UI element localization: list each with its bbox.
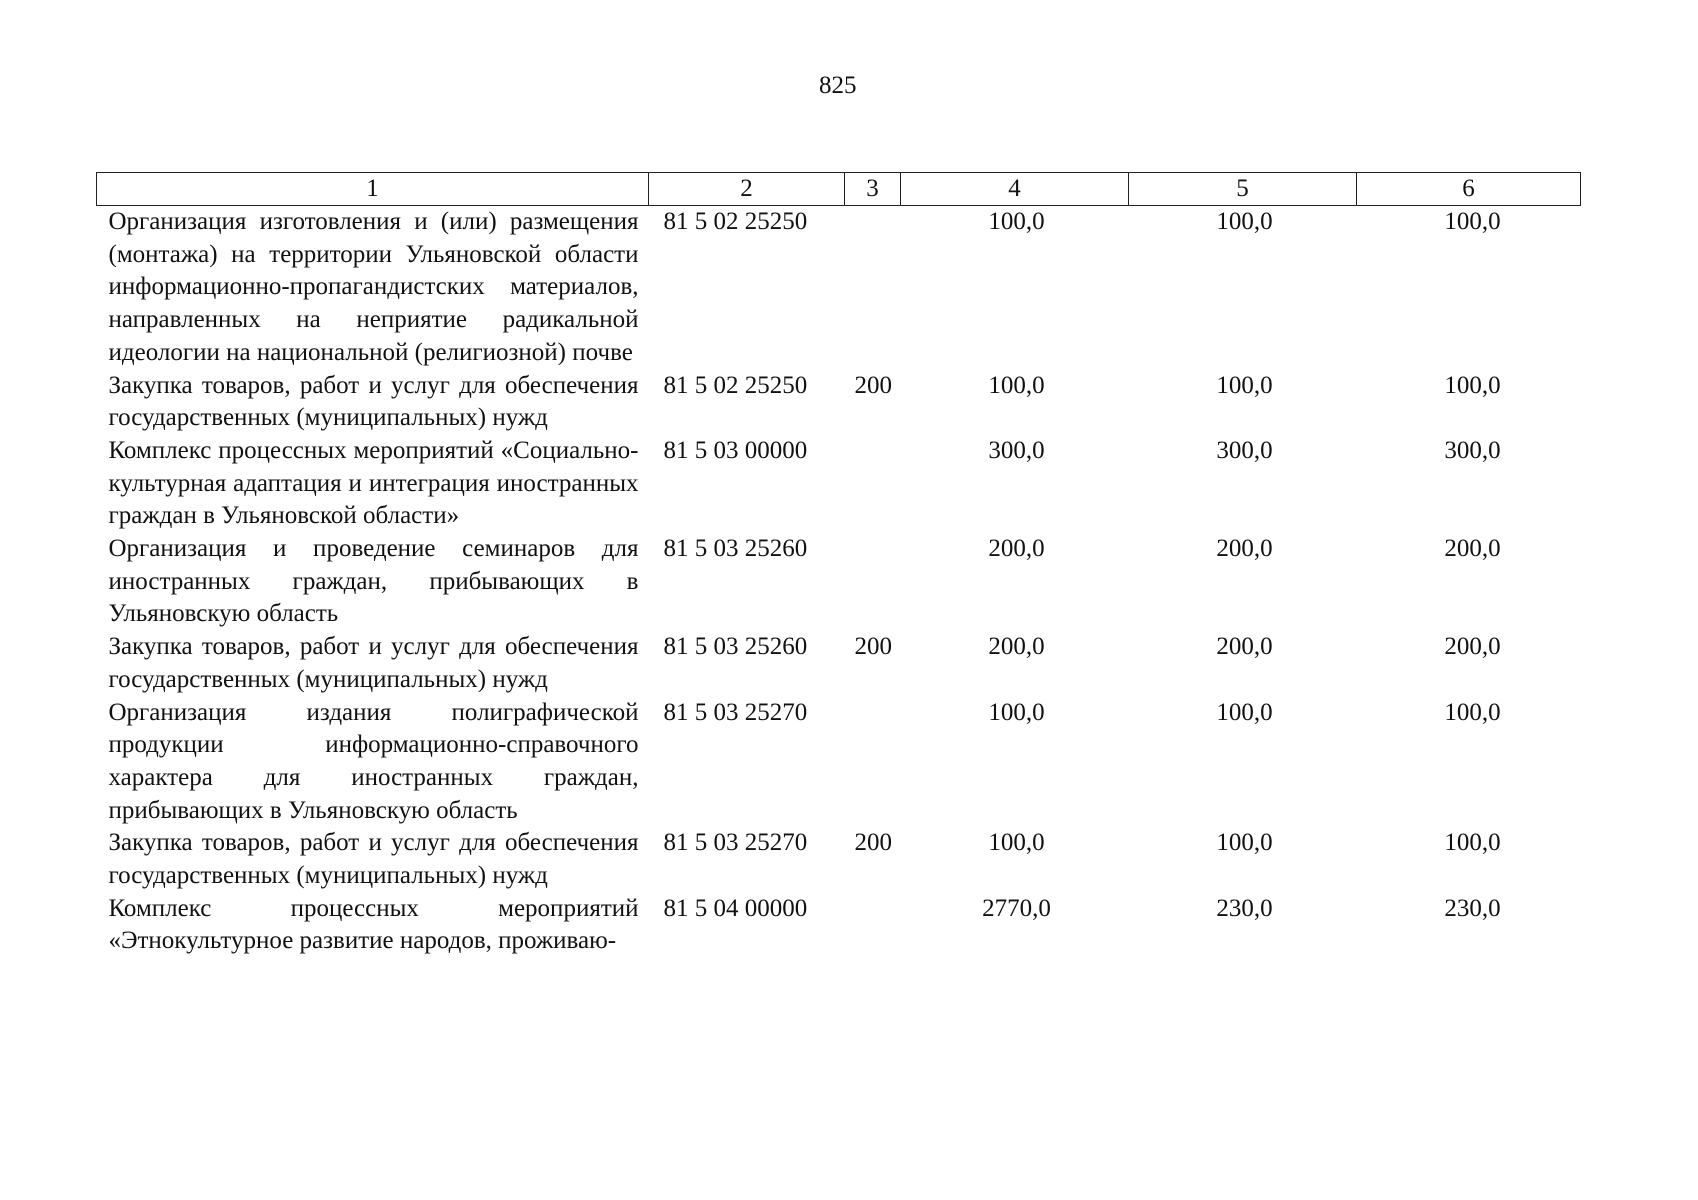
row-name: Закупка товаров, работ и услуг для обеспечения государственных (муниципальных) нужд	[108, 829, 639, 890]
row-value-col4: 100,0	[988, 698, 1045, 726]
row-value-col6: 200,0	[1444, 633, 1501, 661]
table-row	[97, 435, 1581, 533]
row-name: Организация и проведение семинаров для иностранных граждан, прибывающих в Ульяновскую область	[108, 535, 639, 628]
row-value-col4: 100,0	[988, 371, 1045, 399]
row-value-col6: 100,0	[1444, 208, 1501, 235]
row-value-col4: 100,0	[988, 829, 1045, 857]
row-value-col4: 300,0	[988, 436, 1045, 464]
row-value-col5: 200,0	[1216, 535, 1273, 563]
row-expense-type	[845, 533, 901, 631]
table-body	[97, 206, 1581, 959]
row-name: Комплекс процессных мероприятий «Социально-культурная адаптация и интеграция иностранных граждан в Ульяновской области»	[108, 436, 639, 530]
row-value-col4: 2770,0	[982, 894, 1051, 922]
header-col-3: 3	[845, 173, 901, 206]
row-code: 81 5 03 25260	[663, 633, 808, 661]
row-value-col6: 300,0	[1444, 436, 1501, 464]
row-name: Организация издания полиграфической продукции информационно-справочного характера для иностранных граждан, прибывающих в Ульяновскую область	[108, 698, 639, 824]
row-name: Организация изготовления и (или) размещения (монтажа) на территории Ульяновской области информационно-пропагандистских материалов, направленных на неприятие радикальной идеологии на национальной (религиозной) почве	[108, 208, 639, 366]
header-row	[97, 173, 1581, 206]
row-code: 81 5 02 25250	[663, 208, 808, 235]
row-value-col6: 200,0	[1444, 535, 1501, 563]
row-expense-type	[845, 206, 901, 370]
row-code: 81 5 03 00000	[663, 436, 808, 464]
row-expense-type: 200	[854, 633, 892, 661]
table-row	[97, 533, 1581, 631]
table-header	[97, 173, 1581, 206]
row-code: 81 5 03 25270	[663, 829, 808, 857]
row-expense-type: 200	[854, 371, 892, 399]
row-value-col6: 100,0	[1444, 371, 1501, 399]
table-row	[97, 827, 1581, 892]
header-col-5: 5	[1129, 173, 1357, 206]
row-value-col5: 300,0	[1216, 436, 1273, 464]
row-value-col4: 100,0	[988, 208, 1045, 235]
row-code: 81 5 02 25250	[663, 371, 808, 399]
row-expense-type	[845, 697, 901, 828]
row-value-col5: 100,0	[1216, 208, 1273, 235]
row-value-col5: 230,0	[1216, 894, 1273, 922]
row-code: 81 5 04 00000	[663, 894, 808, 922]
row-value-col6: 100,0	[1444, 698, 1501, 726]
table-row	[97, 893, 1581, 958]
header-col-6: 6	[1357, 173, 1581, 206]
header-col-4: 4	[901, 173, 1129, 206]
row-value-col6: 230,0	[1444, 894, 1501, 922]
row-value-col4: 200,0	[988, 633, 1045, 661]
row-value-col5: 100,0	[1216, 829, 1273, 857]
row-code: 81 5 03 25260	[663, 535, 808, 563]
row-name: Закупка товаров, работ и услуг для обеспечения государственных (муниципальных) нужд	[108, 371, 639, 432]
table-row	[97, 631, 1581, 696]
row-value-col5: 200,0	[1216, 633, 1273, 661]
budget-table	[96, 172, 1581, 958]
header-col-1: 1	[97, 173, 649, 206]
row-value-col5: 100,0	[1216, 371, 1273, 399]
header-col-2: 2	[649, 173, 845, 206]
table-row	[97, 370, 1581, 435]
row-code: 81 5 03 25270	[663, 698, 808, 726]
budget-table-container	[96, 172, 1580, 958]
row-name: Закупка товаров, работ и услуг для обеспечения государственных (муниципальных) нужд	[108, 633, 639, 693]
row-value-col5: 100,0	[1216, 698, 1273, 726]
row-value-col4: 200,0	[988, 535, 1045, 563]
table-row	[97, 206, 1581, 370]
row-name: Комплекс процессных мероприятий «Этнокультурное развитие народов, проживаю-	[108, 894, 639, 955]
row-expense-type: 200	[854, 829, 892, 857]
page-number: 825	[819, 72, 857, 99]
table-row	[97, 697, 1581, 828]
row-expense-type	[845, 435, 901, 533]
row-expense-type	[845, 893, 901, 958]
row-value-col6: 100,0	[1444, 829, 1501, 857]
